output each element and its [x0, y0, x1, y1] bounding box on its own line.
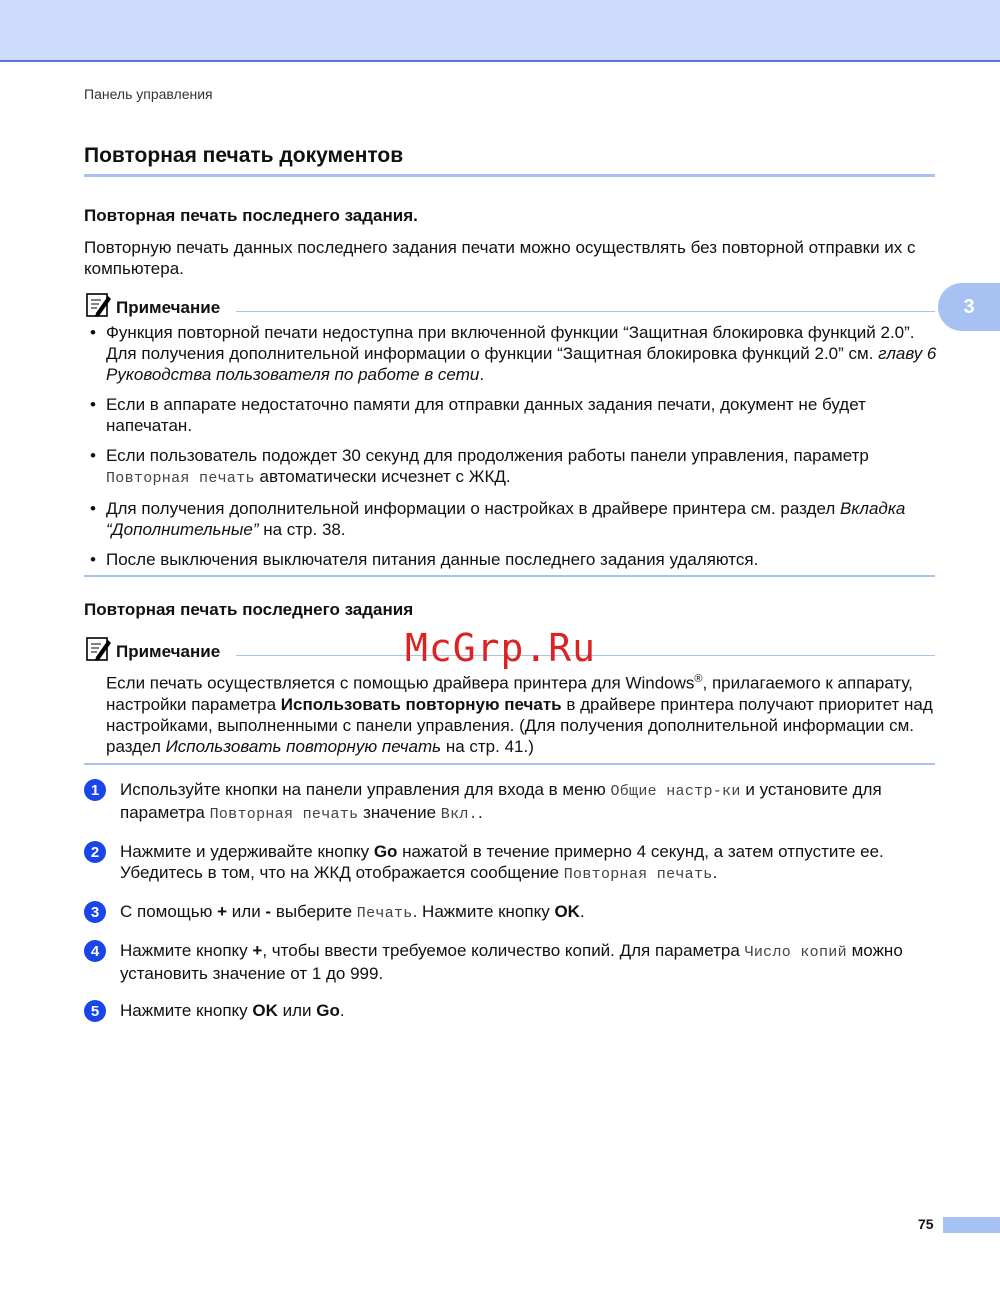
step-item: 2 Нажмите и удерживайте кнопку Go нажатой в течение примерно 4 секунд, а затем отпустите ее. Убедитесь в том, что на ЖКД отображается сообщение Повторная печать.: [84, 841, 944, 885]
note-label-2: Примечание: [116, 642, 221, 661]
page-number-bar: [943, 1217, 1000, 1233]
breadcrumb: Панель управления: [84, 86, 213, 102]
step-number: 5: [84, 1000, 106, 1022]
page-number: 75: [918, 1216, 934, 1232]
title-rule: [84, 174, 935, 177]
page-title: Повторная печать документов: [84, 144, 404, 167]
list-item: • Если пользователь подождет 30 секунд для продолжения работы панели управления, параметр Повторная печать автоматически исчезнет с ЖКД.: [90, 445, 940, 489]
link-use-reprint[interactable]: Использовать повторную печать: [165, 736, 442, 756]
list-item: • Для получения дополнительной информации о настройках в драйвере принтера см. раздел Вкладка “Дополнительные” на стр. 38.: [90, 498, 940, 540]
list-item: • После выключения выключателя питания данные последнего задания удаляются.: [90, 549, 940, 570]
header-rule: [0, 60, 1000, 62]
steps-list: [84, 779, 944, 1037]
step-item: 5 Нажмите кнопку OK или Go.: [84, 1000, 944, 1021]
list-item: • Если в аппарате недостаточно памяти для отправки данных задания печати, документ не будет напечатан.: [90, 394, 940, 436]
step-number: 2: [84, 841, 106, 863]
note-label-1: Примечание: [116, 298, 221, 317]
link-network-guide[interactable]: главу 6 Руководства пользователя по работе в сети: [106, 344, 937, 384]
header-band: [0, 0, 1000, 60]
note-pencil-icon: [84, 635, 112, 663]
subsection-title-1: Повторная печать последнего задания.: [84, 206, 418, 225]
link-advanced-tab[interactable]: Вкладка “Дополнительные”: [106, 499, 906, 539]
note-end-rule-1: [84, 575, 935, 577]
note-header-1: [84, 291, 935, 321]
note-end-rule-2: [84, 763, 935, 765]
chapter-tab: 3: [938, 283, 1000, 331]
note-rule-1: [236, 311, 935, 312]
step-item: 1 Используйте кнопки на панели управления для входа в меню Общие настр-ки и установите для параметра Повторная печать значение Вкл..: [84, 779, 944, 825]
note-bullet-list: [90, 322, 940, 579]
step-item: 4 Нажмите кнопку +, чтобы ввести требуемое количество копий. Для параметра Число копий можно установить значение от 1 до 999.: [84, 940, 944, 984]
subsection-title-2: Повторная печать последнего задания: [84, 600, 414, 619]
step-item: 3 С помощью + или - выберите Печать. Нажмите кнопку OK.: [84, 901, 944, 924]
step-number: 4: [84, 940, 106, 962]
step-number: 3: [84, 901, 106, 923]
note-pencil-icon: [84, 291, 112, 319]
list-item: • Функция повторной печати недоступна при включенной функции “Защитная блокировка функций 2.0”. Для получения дополнительной информации о функции “Защитная блокировка функций 2.0” см. главу 6 Руководства пользователя по работе в сети.: [90, 322, 940, 385]
watermark: McGrp.Ru: [405, 626, 597, 670]
step-number: 1: [84, 779, 106, 801]
note-paragraph: Если печать осуществляется с помощью драйвера принтера для Windows®, прилагаемого к аппарату, настройки параметра Использовать повторную печать в драйвере принтера получают приоритет над настройками, выполненными с панели управления. (Для получения дополнительной информации см. раздел Использовать повторную печать на стр. 41.): [106, 673, 933, 756]
intro-paragraph: Повторную печать данных последнего задания печати можно осуществлять без повторной отправки их с компьютера.: [84, 238, 916, 278]
